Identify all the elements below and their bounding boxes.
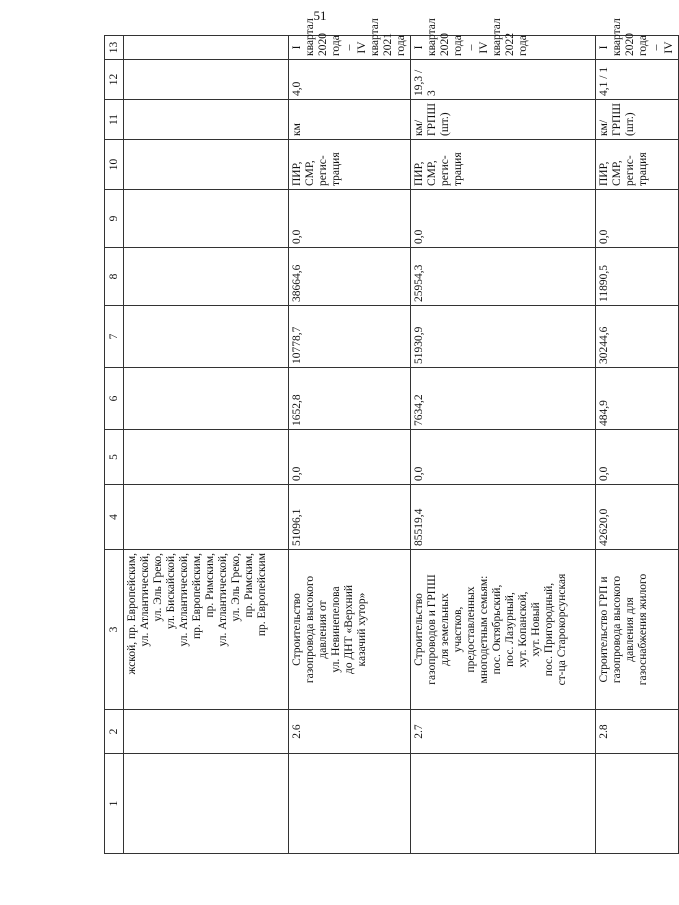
- row-description: [289, 550, 411, 710]
- description-text: Строительство газопроводов и ГРПШ для земельных участков, предоставленных многодетным семьям: пос. Октябрьский, пос. Лазурный, хут. Копанской, хут. Новый пос. Пригородный, ст-ца Старокорсунская: [413, 573, 568, 686]
- col-header: 8: [105, 248, 124, 306]
- cell-unit: [596, 100, 679, 140]
- cell-local: 51930,9: [411, 306, 596, 368]
- col-header: 7: [105, 306, 124, 368]
- col-header: 10: [105, 140, 124, 190]
- col-header: 11: [105, 100, 124, 140]
- unit-text: км/ ГРПШ (шт.): [413, 103, 451, 136]
- cell-unit: [124, 100, 289, 140]
- col-header: 1: [105, 754, 124, 854]
- cell-federal: 0,0: [289, 430, 411, 485]
- cell-local: [124, 306, 289, 368]
- unit-text: км/ ГРПШ (шт.): [598, 103, 636, 136]
- cell-other: [124, 190, 289, 248]
- rotated-table-container: [104, 18, 675, 854]
- cell-total: 42620,0: [596, 485, 679, 550]
- cell-extra: [124, 248, 289, 306]
- cell-regional: [124, 368, 289, 430]
- cell-extra: 11890,5: [596, 248, 679, 306]
- cell-regional: 7634,2: [411, 368, 596, 430]
- cell-col1: [411, 754, 596, 854]
- unit-text: км: [291, 123, 303, 136]
- row-number: 2.8: [596, 710, 679, 754]
- col-header: 2: [105, 710, 124, 754]
- period-text: I квартал 2020 года – IV: [598, 18, 675, 56]
- col-header: 5: [105, 430, 124, 485]
- cell-regional: 1652,8: [289, 368, 411, 430]
- cell-other: 0,0: [289, 190, 411, 248]
- col-header: 4: [105, 485, 124, 550]
- program-table: [104, 18, 679, 854]
- cell-quantity: [124, 60, 289, 100]
- cell-regional: 484,9: [596, 368, 679, 430]
- cell-federal: [124, 430, 289, 485]
- cell-period: [411, 18, 596, 60]
- cell-work-type: [124, 140, 289, 190]
- work-type-text: ПИР, СМР, регис- трация: [413, 152, 464, 186]
- cell-period: [596, 18, 679, 60]
- table-row: [411, 36, 596, 854]
- cell-federal: 0,0: [596, 430, 679, 485]
- row-number: 2.6: [289, 710, 411, 754]
- col-header: 13: [105, 36, 124, 60]
- description-text: Строительство ГРП и газопровода высокого давления для газоснабжения жилого: [598, 573, 649, 686]
- cell-period: [289, 18, 411, 60]
- cell-col1: [124, 754, 289, 854]
- description-text: жской, пр. Европейским, ул. Атлантической, ул. Эль Греко, ул. Бискайской, ул. Атлантической, пр. Европейским, пр. Римским, ул. Атлантической, ул. Эль Греко, пр. Римским, пр. Европейским: [126, 553, 268, 675]
- cell-work-type: [596, 140, 679, 190]
- row-description: [124, 550, 289, 710]
- row-description: [411, 550, 596, 710]
- cell-federal: 0,0: [411, 430, 596, 485]
- cell-extra: 25954,3: [411, 248, 596, 306]
- cell-total: 85519,4: [411, 485, 596, 550]
- header-row: [105, 36, 124, 854]
- cell-extra: 38664,6: [289, 248, 411, 306]
- description-text: Строительство газопровода высокого давления от ул. Невинепелова до ДНТ «Верхний казачий хутор»: [291, 575, 368, 684]
- cell-quantity: 19,3 / 3: [411, 60, 596, 100]
- row-number: 2.7: [411, 710, 596, 754]
- col-header: 3: [105, 550, 124, 710]
- cell-other: 0,0: [596, 190, 679, 248]
- cell-unit: [411, 100, 596, 140]
- row-description: [596, 550, 679, 710]
- cell-col1: [596, 754, 679, 854]
- cell-other: 0,0: [411, 190, 596, 248]
- cell-unit: [289, 100, 411, 140]
- period-text: I квартал 2020 года – IV квартал 2021 года: [291, 18, 407, 56]
- cell-quantity: 4,0: [289, 60, 411, 100]
- cell-total: 51096,1: [289, 485, 411, 550]
- cell-total: [124, 485, 289, 550]
- table-row: [124, 36, 289, 854]
- table-row: [289, 36, 411, 854]
- row-number: [124, 710, 289, 754]
- col-header: 12: [105, 60, 124, 100]
- col-header: 6: [105, 368, 124, 430]
- cell-local: 30244,6: [596, 306, 679, 368]
- cell-work-type: [411, 140, 596, 190]
- table-row: [596, 36, 679, 854]
- work-type-text: ПИР, СМР, регис- трация: [291, 152, 342, 186]
- cell-work-type: [289, 140, 411, 190]
- cell-quantity: 4,1 / 1: [596, 60, 679, 100]
- cell-col1: [289, 754, 411, 854]
- cell-local: 10778,7: [289, 306, 411, 368]
- period-text: I квартал 2020 года – IV квартал 2022 года: [413, 18, 529, 56]
- work-type-text: ПИР, СМР, регис- трация: [598, 152, 649, 186]
- page-number: 51: [313, 8, 327, 23]
- cell-period: [124, 36, 289, 60]
- col-header: 9: [105, 190, 124, 248]
